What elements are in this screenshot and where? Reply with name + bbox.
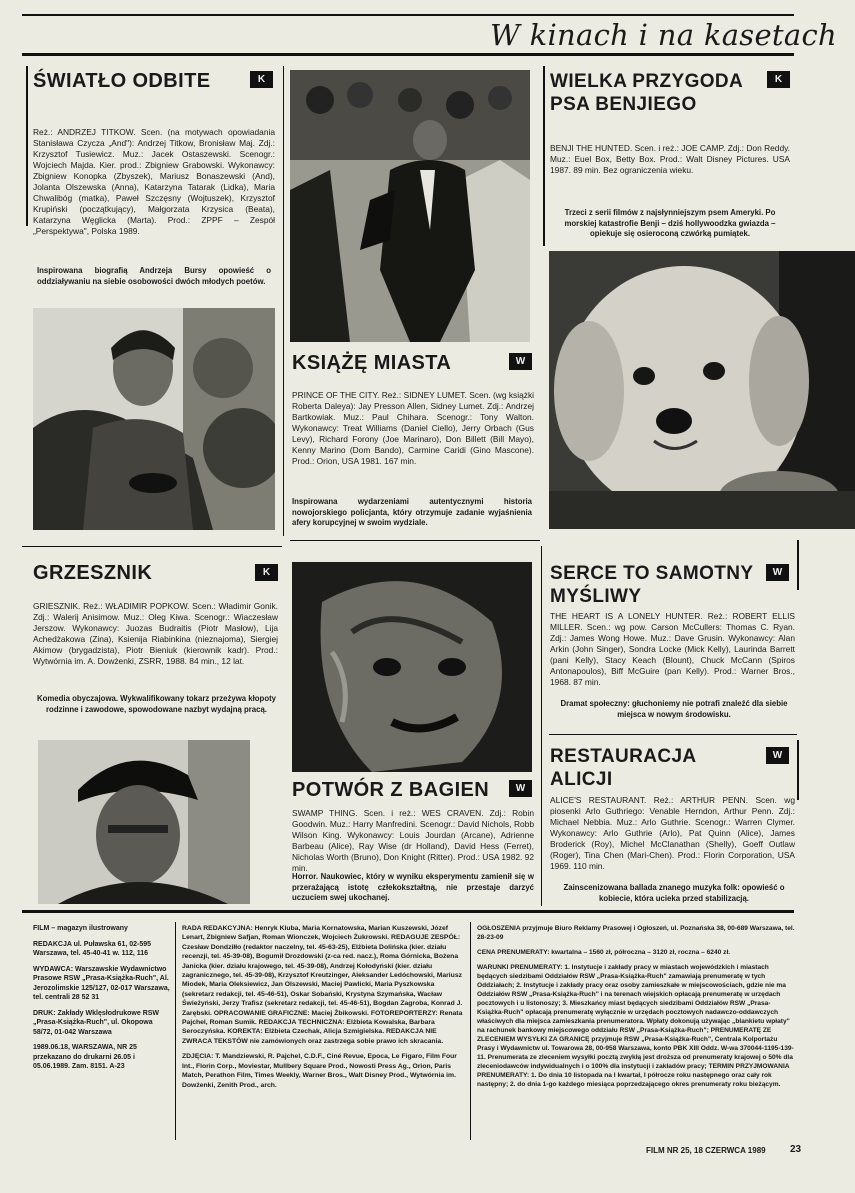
- film-blurb: Zainscenizowana ballada znanego muzyka folk: opowieść o kobiecie, która ucieka przed stabilizacją.: [563, 883, 785, 903]
- footer-label: REDAKCJA: [33, 940, 72, 948]
- film-credits: Reż.: ANDRZEJ TITKOW. Scen. (na motywach opowiadania Stanisława Czycza „And"): Andrzej Titkow, Bronisław Maj. Zdj.: Krzysztof Tusiewicz. Muz.: Jacek Ostaszewski. Scenogr.: Wojciech Majda. Kier. prod.: Zbigniew Grabowski. Wykonawcy: Zbigniew Konopka (Zbyszek), Mariusz Bonaszewski (And), Jolanta Olszewska (Anna), Katarzyna Tatarak (Lidka), Maria Chwalibóg (matka), Paweł Szczęsny (Wojtuszek), Krzysztof Krupiński (początkujący), Małgorzata Krzysica (Beata), Katarzyna Węglicka (Marta). Prod.: ZPPF – Zespół „Perspektywa", Polska 1989.: [33, 127, 275, 236]
- footer-text: Zakłady Wklęsłodrukowe RSW „Prasa-Książka-Ruch", ul. Okopowa 58/72, 01-042 Warszawa: [33, 1009, 160, 1036]
- footer-text: Henryk Kluba, Maria Kornatowska, Marian Kuszewski, Józef Lenart, Zbigniew Safjan, Roman Wionczek, Wojciech Żukrowski. REDAGUJE ZESPÓŁ: Czesław Dondziłło (redaktor naczelny, tel. 45-63-25), Elżbieta Dolińska (kier. działu recenzji, tel. 45-39-08), Bogumił Drozdowski (z-ca red. nacz.), Roma Górnicka, Bożena Janicka (kier. działu krajowego, tel. 45-39-08), Andrzej Kołodyński (kier. działu zagranicznego, tel. 45-39-08), Krzysztof Kreutzinger, Aleksander Ledóchowski, Mariusz Miodek, Maria Oleksiewicz, Jan Olszewski, Maciej Pawlicki, Maria Pyszkowska (sekretarz redakcji, tel. 45-46-51), Oskar Sobański, Krystyna Szymańska, Wacław Świeżyński, Jerzy Trafisz (sekretarz redakcji, tel. 45-46-51), Bogdan Zagroba, Konrad J. Zarębski. OPRACOWANIE GRAFICZNE: Maciej Żbikowski. FOTOREPORTERZY: Renata Pajchel, Roman Sumik. REDAKCJA TECHNICZNA: Elżbieta Kowalska, Barbara Seroczyńska. KOREKTA: Elżbieta Czechak, Alicja Szmigielska. REDAKCJA NIE ZWRACA TEKSTÓW nie zamówionych oraz zastrzega sobie prawo ich skracania.: [182, 925, 463, 1045]
- rating-badge: W: [766, 564, 789, 581]
- film-credits: SWAMP THING. Scen. i reż.: WES CRAVEN. Zdj.: Robin Goodwin. Muz.: Harry Manfredini. Scenogr.: David Nichols, Robb Wilson King. Wykonawcy: Louis Jourdan (Arcane), Adrienne Barbeau (Alice), Ray Wise (dr Holland), David Hess (Ferret), Nicholas Worth (Bruno), Don Knight (Ritter). Prod.: USA 1982. 92 min.: [292, 808, 534, 873]
- footer-text: kwartalna – 1560 zł, półroczna – 3120 zł, roczna – 6240 zł.: [549, 949, 731, 956]
- title-line: MYŚLIWY: [550, 586, 642, 607]
- title-line: RESTAURACJA: [550, 746, 697, 767]
- footer-label: RADA REDAKCYJNA:: [182, 925, 253, 932]
- film-title-wielka-przygoda: [550, 70, 750, 116]
- footer-text: 1989.06.18, WARSZAWA, NR 25 przekazano do drukarni 26.05 i 05.06.1989. Zam. 8151. A-23: [33, 1044, 137, 1070]
- film-title-potwor-z-bagien: POTWÓR Z BAGIEN: [292, 779, 490, 801]
- impressum-column-subscription: [477, 924, 795, 1089]
- rating-badge: K: [255, 564, 278, 581]
- footer-text: przyjmuje Biuro Reklamy Prasowej i Ogłoszeń, ul. Poznańska 38, 00-689 Warszawa, tel. 28-23-09: [477, 925, 795, 941]
- footer-label: OGŁOSZENIA: [477, 925, 521, 932]
- film-title-grzesznik: GRZESZNIK: [33, 562, 153, 584]
- title-line: ALICJI: [550, 769, 613, 790]
- photo-swiatlo-odbite: [33, 308, 275, 530]
- film-blurb: Dramat społeczny: głuchoniemy nie potrafi znaleźć dla siebie miejsca w nowym środowisku.: [560, 699, 788, 719]
- title-line: SERCE TO SAMOTNY: [550, 563, 754, 584]
- footer-label: WARUNKI PRENUMERATY:: [477, 964, 563, 971]
- rating-badge: W: [509, 780, 532, 797]
- film-blurb: Inspirowana biografią Andrzeja Bursy opowieść o oddziaływaniu na siebie osobowości dwóch młodych poetów.: [37, 266, 271, 286]
- footer-label: WYDAWCA:: [33, 965, 74, 973]
- film-credits: BENJI THE HUNTED. Scen. i reż.: JOE CAMP. Zdj.: Don Reddy. Muz.: Euel Box, Betty Box. Prod.: Walt Disney Pictures. USA 1987. 89 min. Bez ograniczenia wieku.: [550, 143, 790, 175]
- film-blurb: Komedia obyczajowa. Wykwalifikowany tokarz przeżywa kłopoty rodzinne i zawodowe, spowodowane nazbyt wydajną pracą.: [36, 694, 277, 714]
- title-line: PSA BENJIEGO: [550, 94, 697, 115]
- film-credits: GRIESZNIK. Reż.: WŁADIMIR POPKOW. Scen.: Władimir Gonik. Zdj.: Walerij Anisimow. Muz.: Oleg Kiwa. Scenogr.: Wiaczesław Jerszow. Wykonawcy: Juozas Budraitis (Piotr Masłow), Lija Achedżakowa (Zina), Ksienija Riabinkina (nieznajoma), Siergiej Akimow (brygadzista), Piotr Bieniuk (kierownik kadr). Prod.: Wytwórnia im. A. Dowżenki, ZSRR, 1988. 84 min., 12 lat.: [33, 601, 278, 666]
- footer-text: 1. Instytucje i zakłady pracy w miastach wojewódzkich i miastach będących siedzibami Oddziałów RSW „Prasa-Książka-Ruch" zamawiają prenumeratę w tych Oddziałach; 2. Instytucje i zakłady pracy oraz osoby zamieszkałe w miejscowościach, gdzie nie ma Oddziałów RSW „Prasa-Książka-Ruch" i na terenach wiejskich opłacają prenumeratę w urzędach pocztowych i u listonoszy; 3. Mieszkańcy miast będących siedzibami Oddziałów RSW „Prasa-Książka-Ruch" opłacają prenumeratę wyłącznie w urzędach pocztowych nadawczo-oddawczych właściwych dla miejsca zamieszkania prenumeratora. Wpłaty dokonują używając „blankietu wpłaty" na rachunek bankowy miejscowego oddziału RSW „Prasa-Książka-Ruch"; PRENUMERATĘ ZE ZLECENIEM WYSYŁKI ZA GRANICĘ przyjmuje RSW „Prasa-Książka-Ruch", Centrala Kolportażu Prasy i Wydawnictw ul. Towarowa 28, 00-958 Warszawa, konto PBK XIII Oddz. W-wa 370044-1195-139-11. Prenumerata ze zleceniem wysyłki pocztą zwykłą jest droższa od prenumeraty krajowej o 50% dla zleceniodawców indywidualnych i o 100% dla instytucji i zakładów pracy; TERMIN PRZYJMOWANIA PRENUMERATY: 1. Do dnia 10 listopada na I kwartał, I półrocze roku następnego oraz cały rok następny; 2. do dnia 1-go każdego miesiąca poprzedzającego okres prenumeraty roku bieżącym.: [477, 964, 794, 1088]
- footer-label: CENA PRENUMERATY:: [477, 949, 550, 956]
- film-title-serce-to-samotny-mysliwy: [550, 562, 780, 608]
- section-title: W kinach i na kasetach: [489, 18, 837, 52]
- film-title-restauracja-alicji: [550, 745, 750, 791]
- film-credits: PRINCE OF THE CITY. Reż.: SIDNEY LUMET. Scen. (wg książki Roberta Daleya): Jay Presson Allen, Sidney Lumet. Zdj.: Andrzej Bartkowiak. Muz.: Paul Chihara. Scenogr.: Tony Walton. Wykonawcy: Treat Williams (Daniel Ciello), Jerry Orbach (Gus Levy), Richard Forony (Joe Marinaro), Don Billett (Bill Mayo), Kenny Marino (Dom Bando), Carmine Caridi (Gino Mascone). Prod.: Orion, USA 1981. 167 min.: [292, 390, 534, 466]
- footer-label: DRUK:: [33, 1009, 56, 1017]
- film-blurb: Trzeci z serii filmów z najsłynniejszym psem Ameryki. Po morskiej katastrofie Benji – dziś hollywoodzka gwiazda – opiekuje się osieroconą czwórką pumiątek.: [564, 208, 776, 238]
- photo-potwor-z-bagien: [292, 562, 532, 772]
- footer-text: T. Mandziewski, R. Pajchel, C.D.F., Ciné Revue, Epoca, Le Figaro, Film Four Int., Florin Corp., Moviestar, Mullbery Square Prod., Nowosti Press Ag., Orion, Paris Match, Perathon Film, Times Weekly, Warner Bros., Walt Disney Prod., Wytwórnia im. Dowżenki, Zenith Prod., arch.: [182, 1053, 457, 1089]
- footer-label: ZDJĘCIA:: [182, 1053, 214, 1061]
- photo-benji-dog: [549, 251, 855, 529]
- impressum-column-editorial: [182, 924, 464, 1090]
- footer-label: FILM – magazyn ilustrowany: [33, 925, 128, 932]
- rating-badge: K: [250, 71, 273, 88]
- rating-badge: K: [767, 71, 790, 88]
- photo-grzesznik: [38, 740, 250, 904]
- film-title-swiatlo-odbite: ŚWIATŁO ODBITE: [33, 70, 211, 92]
- film-credits: ALICE'S RESTAURANT. Reż.: ARTHUR PENN. Scen. wg piosenki Arlo Guthriego: Venable Herndon, Arthur Penn. Zdj.: Michael Nebbia. Muz.: Arlo Guthrie. Scenogr.: Warren Clymer. Wykonawcy: Arlo Guthrie (Arlo), Pat Quinn (Alice), James Broderick (Roy), Michel McClanathan (Shelly), Goeff Outlaw (Roger), Tina Chen (Mari-Chen). Prod.: Florin Corporation, USA 1969. 110 min.: [550, 795, 795, 871]
- title-line: WIELKA PRZYGODA: [550, 71, 744, 92]
- footer-text: ul. Puławska 61, 02-595 Warszawa, tel. 45-40-41 w. 112, 116: [33, 940, 152, 957]
- folio: FILM NR 25, 18 CZERWCA 1989: [646, 1146, 766, 1155]
- film-credits: THE HEART IS A LONELY HUNTER. Reż.: ROBERT ELLIS MILLER. Scen.: wg pow. Carson McCullers: Thomas C. Ryan. Zdj.: James Wong Howe. Muz.: Dave Grusin. Wykonawcy: Alan Arkin (John Singer), Sondra Locke (Mick Kelly), Laurinda Barrett (pani Kelly), Stacy Keach (Blount), Chuck McCann (Spiros Antonapoulos), Biff McGuire (pan Kelly). Prod.: Warner Bros., 1968. 87 min.: [550, 611, 795, 687]
- photo-ksiaze-miasta: [290, 70, 530, 342]
- footer-text: Warszawskie Wydawnictwo Prasowe RSW „Prasa-Książka-Ruch", Al. Jerozolimskie 125/127, 02-017 Warszawa, tel. centrali 28 52 31: [33, 965, 170, 1001]
- rating-badge: W: [509, 353, 532, 370]
- rating-badge: W: [766, 747, 789, 764]
- page-number: 23: [790, 1144, 802, 1155]
- film-title-ksiaze-miasta: KSIĄŻĘ MIASTA: [292, 352, 452, 374]
- film-blurb: Inspirowana wydarzeniami autentycznymi historia nowojorskiego policjanta, który otrzymuje zadanie wyjaśnienia afery korupcyjnej w swoim wydziale.: [292, 497, 532, 527]
- film-blurb: Horror. Naukowiec, który w wyniku eksperymentu zamienił się w przerażającą istotę człekokształtną, nie przestaje darzyć uczuciem swej ukochanej.: [292, 872, 534, 902]
- impressum-column-publisher: [33, 924, 171, 1072]
